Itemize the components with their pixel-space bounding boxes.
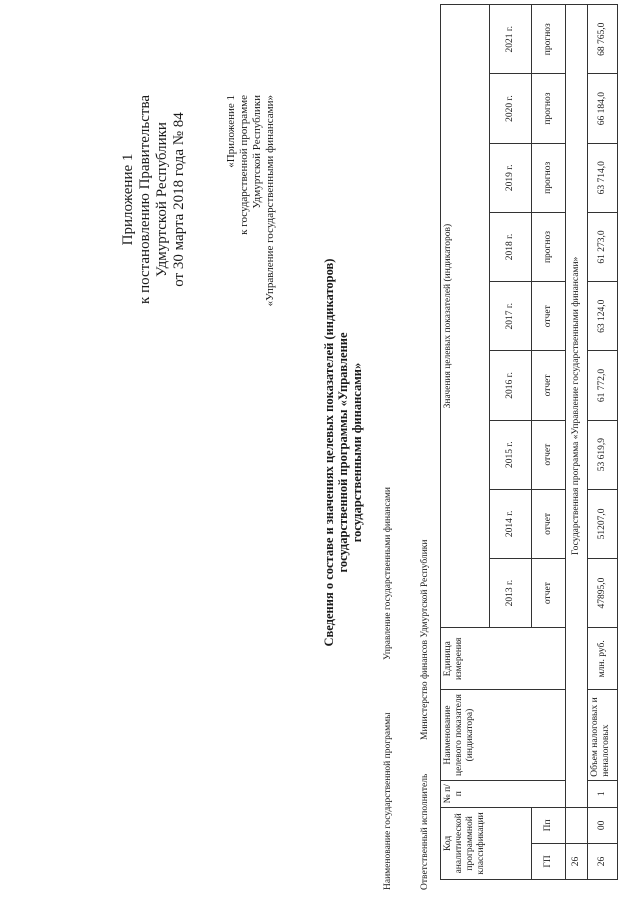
document-title <box>322 0 364 905</box>
status-cell: отчет <box>531 558 565 627</box>
value-cell: 68 765,0 <box>587 5 617 74</box>
header-name: Наименование целевого показателя (индикатора) <box>441 690 566 780</box>
annex-main-line: Удмуртской Республики <box>154 122 170 277</box>
annex-main-line: Приложение 1 <box>120 153 136 246</box>
year-cell: 2013 г. <box>489 558 531 627</box>
header-code: Код аналитической программной классификации <box>441 807 490 879</box>
year-cell: 2014 г. <box>489 489 531 558</box>
program-row-title: Государственная программа «Управление государственными финансами» <box>565 5 587 808</box>
status-cell: прогноз <box>531 143 565 212</box>
year-cell: 2018 г. <box>489 212 531 281</box>
status-cell: отчет <box>531 282 565 351</box>
year-cell: 2016 г. <box>489 351 531 420</box>
program-row-gp: 26 <box>565 843 587 879</box>
value-cell: 53 619,9 <box>587 420 617 489</box>
annex-sub-block <box>225 95 277 306</box>
header-values: Значения целевых показателей (индикаторов) <box>441 5 490 628</box>
annex-sub-line: «Приложение 1 <box>225 95 237 168</box>
annex-main-line: к постановлению Правительства <box>137 95 153 304</box>
year-cell: 2017 г. <box>489 282 531 351</box>
value-cell: 61 772,0 <box>587 351 617 420</box>
program-label: Наименование государственной программы <box>383 712 393 890</box>
table-row <box>565 5 587 880</box>
header-unit: Единица измерения <box>441 628 566 690</box>
status-cell: прогноз <box>531 212 565 281</box>
row-name: Объем налоговых и неналоговых <box>587 690 617 780</box>
title-line: государственной программы «Управление <box>336 332 350 573</box>
year-cell: 2021 г. <box>489 5 531 74</box>
year-cell: 2015 г. <box>489 420 531 489</box>
table-row <box>587 5 617 880</box>
value-cell: 63 714,0 <box>587 143 617 212</box>
value-cell: 61 273,0 <box>587 212 617 281</box>
year-cell: 2019 г. <box>489 143 531 212</box>
annex-main-block <box>120 95 188 304</box>
status-cell: отчет <box>531 489 565 558</box>
row-pp: 00 <box>587 807 617 843</box>
title-line: Сведения о составе и значениях целевых показателей (индикаторов) <box>322 258 336 647</box>
status-cell: отчет <box>531 420 565 489</box>
value-cell: 47895,0 <box>587 558 617 627</box>
indicators-table <box>440 4 618 880</box>
program-value: Управление государственными финансами <box>383 486 393 660</box>
header-pp: Пп <box>531 807 565 843</box>
annex-sub-line: к государственной программе <box>238 95 250 235</box>
value-cell: 66 184,0 <box>587 74 617 143</box>
executor-label: Ответственный исполнитель <box>420 773 430 890</box>
annex-main-line: от 30 марта 2018 года № 84 <box>171 112 187 287</box>
row-gp: 26 <box>587 843 617 879</box>
annex-sub-line: Удмуртской Республики <box>251 95 263 209</box>
status-cell: прогноз <box>531 5 565 74</box>
header-gp: ГП <box>531 843 565 879</box>
status-cell: отчет <box>531 351 565 420</box>
executor-value: Министерство финансов Удмуртской Республики <box>420 539 430 740</box>
header-num: № п/п <box>441 780 566 807</box>
row-unit: млн. руб. <box>587 628 617 690</box>
annex-sub-line: «Управление государственными финансами» <box>264 95 276 307</box>
value-cell: 63 124,0 <box>587 282 617 351</box>
title-line: государственными финансами» <box>350 362 364 543</box>
year-cell: 2020 г. <box>489 74 531 143</box>
value-cell: 51207,0 <box>587 489 617 558</box>
row-num: 1 <box>587 780 617 807</box>
status-cell: прогноз <box>531 74 565 143</box>
